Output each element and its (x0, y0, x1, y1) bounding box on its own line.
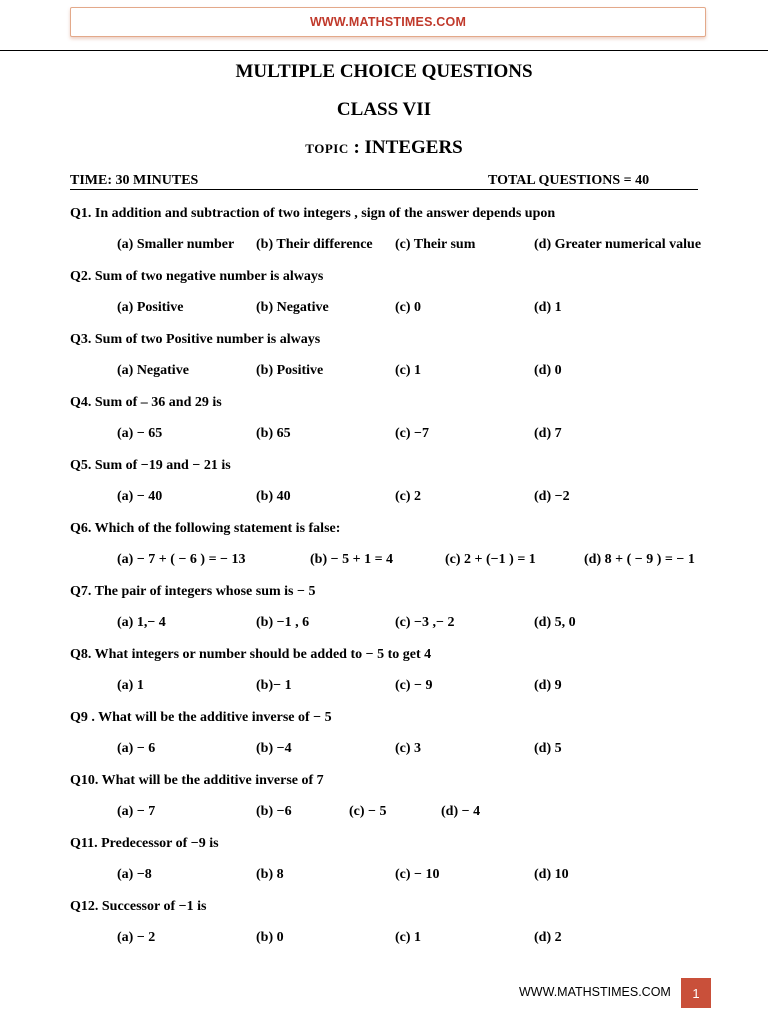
option-a: (a) Smaller number (117, 237, 235, 252)
page-title: MULTIPLE CHOICE QUESTIONS (235, 61, 533, 82)
option-c: (c) − 10 (395, 867, 440, 882)
option-b: (b) − 5 + 1 = 4 (310, 552, 394, 567)
option-d: (d) 1 (534, 300, 562, 315)
option-a: (a) −8 (117, 867, 152, 882)
option-c: (c) −7 (395, 426, 430, 441)
option-a: (a) Negative (117, 363, 189, 378)
time-label: TIME: 30 MINUTES (70, 173, 199, 188)
question: Q4. Sum of – 36 and 29 is (70, 395, 222, 410)
option-c: (c) 1 (395, 930, 422, 945)
question: Q3. Sum of two Positive number is always (70, 332, 321, 347)
option-c: (c) Their sum (395, 237, 476, 252)
header-divider (0, 50, 768, 51)
option-c: (c) − 9 (395, 678, 433, 693)
question: Q9 . What will be the additive inverse of − 5 (70, 710, 332, 725)
option-d: (d) −2 (534, 489, 570, 504)
option-b: (b) −6 (256, 804, 292, 819)
header-banner (70, 7, 706, 37)
question: Q11. Predecessor of −9 is (70, 836, 219, 851)
class-label: CLASS VII (336, 99, 432, 120)
option-d: (d) 9 (534, 678, 562, 693)
option-b: (b) Negative (256, 300, 329, 315)
option-c: (c) 2 + (−1 ) = 1 (445, 552, 536, 567)
option-a: (a) − 7 + ( − 6 ) = − 13 (117, 552, 246, 567)
option-b: (b) 40 (256, 489, 291, 504)
option-a: (a) − 2 (117, 930, 156, 945)
option-c: (c) 1 (395, 363, 422, 378)
question: Q12. Successor of −1 is (70, 899, 207, 914)
page-number: 1 (681, 978, 711, 1008)
option-a: (a) Positive (117, 300, 184, 315)
option-d: (d) 5 (534, 741, 562, 756)
option-a: (a) 1,− 4 (117, 615, 166, 630)
question: Q2. Sum of two negative number is always (70, 269, 324, 284)
option-b: (b) 0 (256, 930, 284, 945)
option-d: (d) 8 + ( − 9 ) = − 1 (584, 552, 695, 567)
option-b: (b) 8 (256, 867, 284, 882)
topic-heading (0, 137, 768, 159)
meta-divider (70, 189, 698, 190)
question: Q7. The pair of integers whose sum is − 5 (70, 584, 316, 599)
header-url[interactable]: WWW.MATHSTIMES.COM (309, 15, 467, 29)
option-d: (d) 10 (534, 867, 569, 882)
option-d: (d) 7 (534, 426, 562, 441)
option-a: (a) − 65 (117, 426, 163, 441)
option-c: (c) 2 (395, 489, 422, 504)
question: Q8. What integers or number should be added to − 5 to get 4 (70, 647, 432, 662)
question: Q5. Sum of −19 and − 21 is (70, 458, 231, 473)
topic-value: : INTEGERS (353, 137, 463, 158)
option-b: (b) 65 (256, 426, 291, 441)
option-d: (d) − 4 (441, 804, 481, 819)
topic-label: TOPIC (305, 141, 349, 156)
option-c: (c) 3 (395, 741, 422, 756)
option-b: (b) Their difference (256, 237, 373, 252)
option-c: (c) 0 (395, 300, 422, 315)
option-d: (d) 2 (534, 930, 562, 945)
option-c: (c) − 5 (349, 804, 387, 819)
question: Q1. In addition and subtraction of two integers , sign of the answer depends upon (70, 206, 556, 221)
option-c: (c) −3 ,− 2 (395, 615, 455, 630)
question: Q10. What will be the additive inverse of 7 (70, 773, 324, 788)
footer-url[interactable]: WWW.MATHSTIMES.COM (519, 985, 671, 999)
option-a: (a) − 7 (117, 804, 156, 819)
question: Q6. Which of the following statement is false: (70, 521, 341, 536)
option-a: (a) − 40 (117, 489, 163, 504)
option-b: (b)− 1 (256, 678, 292, 693)
option-d: (d) 0 (534, 363, 562, 378)
option-b: (b) −1 , 6 (256, 615, 310, 630)
option-d: (d) 5, 0 (534, 615, 576, 630)
option-a: (a) − 6 (117, 741, 156, 756)
option-b: (b) Positive (256, 363, 324, 378)
option-b: (b) −4 (256, 741, 292, 756)
option-a: (a) 1 (117, 678, 144, 693)
total-questions-label: TOTAL QUESTIONS = 40 (488, 173, 650, 188)
option-d: (d) Greater numerical value (534, 237, 702, 252)
